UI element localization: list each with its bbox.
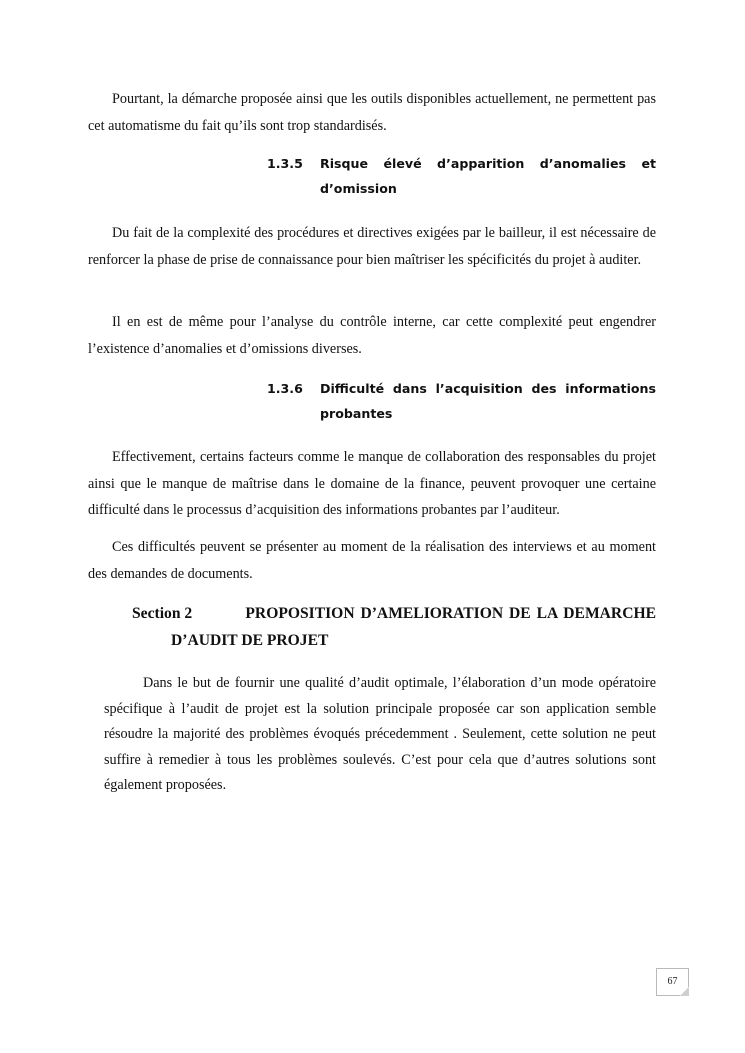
paragraph-5: Ces difficultés peuvent se présenter au moment de la réalisation des interviews et au moment des demandes de documents. <box>88 539 656 582</box>
heading-text-line1: Risque élevé d’apparition d’anomalies et <box>320 156 656 171</box>
paragraph-1: Pourtant, la démarche proposée ainsi que les outils disponibles actuellement, ne permettent pas cet automatisme du fait qu’ils sont trop standardisés. <box>88 91 656 134</box>
paragraph-3: Il en est de même pour l’analyse du contrôle interne, car cette complexité peut engendrer l’existence d’anomalies et d’omissions diverses. <box>88 314 656 357</box>
page-number: 67 <box>667 976 678 987</box>
section-heading <box>132 600 656 654</box>
paragraph-2: Du fait de la complexité des procédures et directives exigées par le bailleur, il est nécessaire de renforcer la phase de prise de connaissance pour bien maîtriser les spécificités du projet à auditer. <box>88 225 656 268</box>
heading-number: 1.3.5 <box>267 156 303 171</box>
heading-1-3-6 <box>267 376 656 426</box>
section-title-line1: PROPOSITION D’AMELIORATION DE LA DEMARCHE <box>245 605 656 622</box>
paragraph-6: Dans le but de fournir une qualité d’audit optimale, l’élaboration d’un mode opératoire spécifique à l’audit de projet est la solution principale proposée car son application semble résoudre la majorité des problèmes évoqués précedemment . Seulement, cette solution ne peut suffire à remedier à tous les problèmes soulevés. C’est pour cela que d’autres solutions sont également proposées. <box>104 675 656 794</box>
heading-text-line2: d’omission <box>320 181 397 196</box>
section-label: Section 2 <box>132 605 193 622</box>
heading-text-line1: Difficulté dans l’acquisition des informations <box>320 381 656 396</box>
page-number-box <box>656 968 689 996</box>
heading-number: 1.3.6 <box>267 381 303 396</box>
section-title-line2: D’AUDIT DE PROJET <box>171 632 329 649</box>
heading-1-3-5 <box>267 151 656 201</box>
heading-text-line2: probantes <box>320 406 393 421</box>
paragraph-4: Effectivement, certains facteurs comme le manque de collaboration des responsables du projet ainsi que le manque de maîtrise dans le domaine de la finance, peuvent provoquer une certaine difficulté dans le processus d’acquisition des informations probantes par l’auditeur. <box>88 449 656 518</box>
page-corner-fold <box>680 987 689 996</box>
